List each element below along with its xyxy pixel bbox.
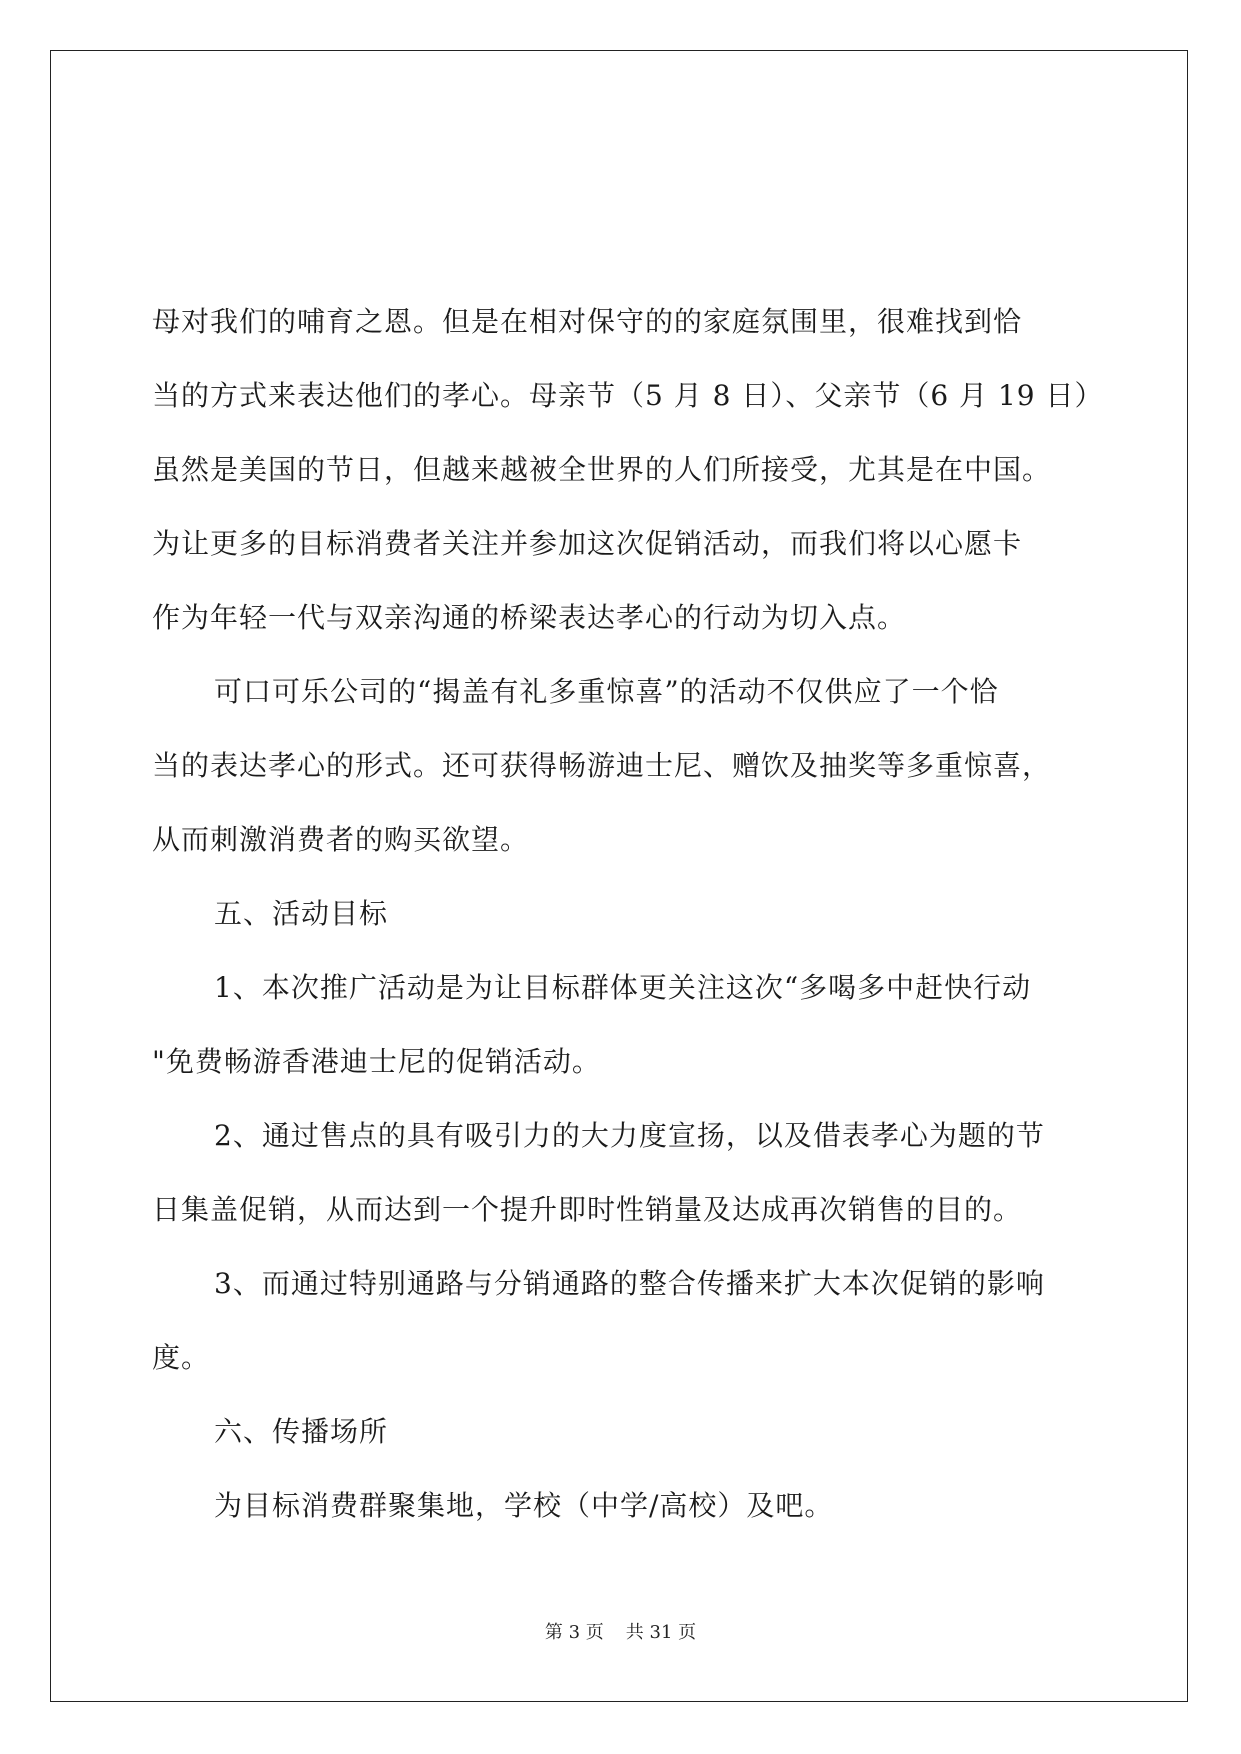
paragraph-line: "免费畅游香港迪士尼的促销活动。 (152, 1045, 601, 1078)
paragraph-line: 为目标消费群聚集地，学校（中学/高校）及吧。 (214, 1489, 834, 1522)
page-footer (0, 1618, 1241, 1644)
paragraph-line: 3、而通过特别通路与分销通路的整合传播来扩大本次促销的影响 (214, 1267, 1045, 1300)
paragraph-line: 为让更多的目标消费者关注并参加这次促销活动，而我们将以心愿卡 (152, 527, 1023, 560)
paragraph-line: 日集盖促销，从而达到一个提升即时性销量及达成再次销售的目的。 (152, 1193, 1023, 1226)
paragraph-line: 虽然是美国的节日，但越来越被全世界的人们所接受，尤其是在中国。 (152, 453, 1052, 486)
section-heading: 六、传播场所 (214, 1415, 389, 1448)
paragraph-line: 母对我们的哺育之恩。但是在相对保守的的家庭氛围里，很难找到恰 (152, 305, 1023, 338)
page-border (50, 50, 1188, 1702)
paragraph-line: 可口可乐公司的“揭盖有礼多重惊喜”的活动不仅供应了一个恰 (214, 675, 999, 708)
paragraph-line: 从而刺激消费者的购买欲望。 (152, 823, 530, 856)
page-number-total: 共 31 页 (625, 1622, 697, 1643)
paragraph-line: 2、通过售点的具有吸引力的大力度宣扬，以及借表孝心为题的节 (214, 1119, 1045, 1152)
section-heading: 五、活动目标 (214, 897, 389, 930)
page-number-current: 第 3 页 (544, 1622, 604, 1643)
paragraph-line: 当的方式来表达他们的孝心。母亲节（5 月 8 日）、父亲节（6 月 19 日） (152, 379, 1104, 412)
paragraph-line: 当的表达孝心的形式。还可获得畅游迪士尼、赠饮及抽奖等多重惊喜， (152, 749, 1052, 782)
paragraph-line: 作为年轻一代与双亲沟通的桥梁表达孝心的行动为切入点。 (152, 601, 907, 634)
paragraph-line: 1、本次推广活动是为让目标群体更关注这次“多喝多中赶快行动 (214, 971, 1032, 1004)
paragraph-line: 度。 (152, 1341, 211, 1374)
